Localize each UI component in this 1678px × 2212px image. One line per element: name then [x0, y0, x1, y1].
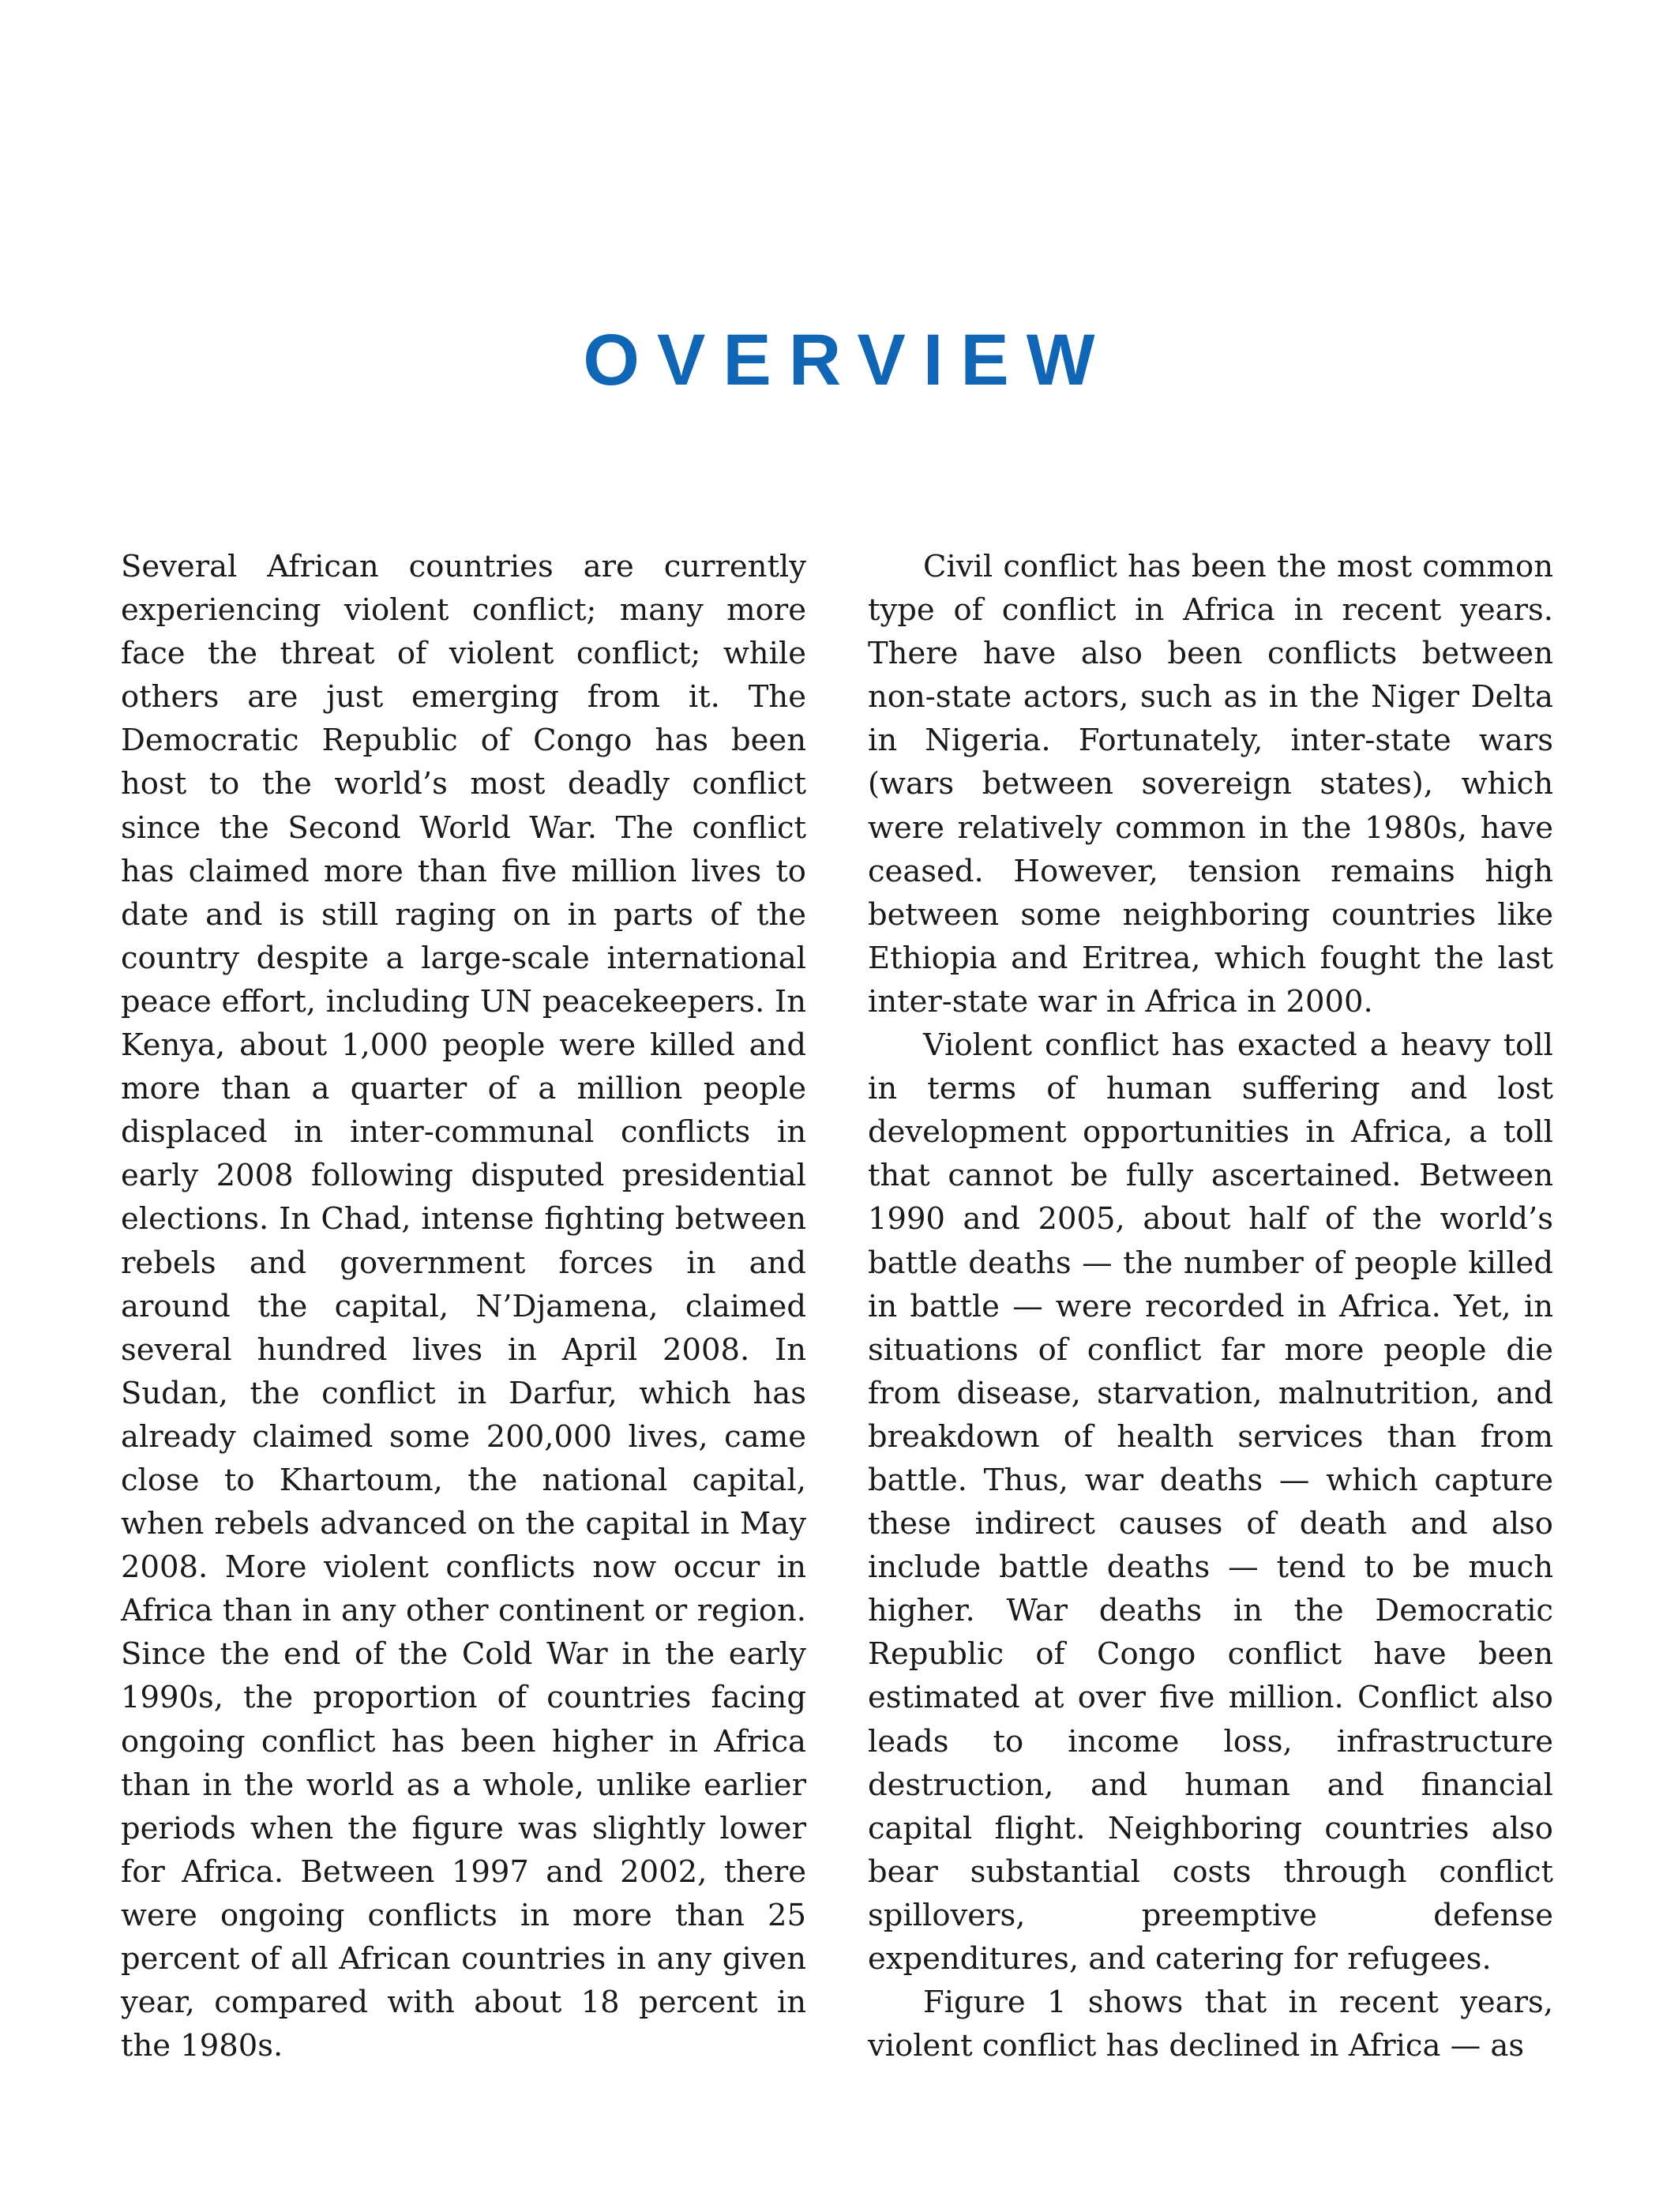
right-column: [868, 545, 1553, 2067]
page-title: OVERVIEW: [583, 320, 1113, 400]
paragraph: Violent conflict has exacted a heavy toll in terms of human suffering and lost development opportunities in Africa, a toll that cannot be fully ascertained. Between 1990 and 2005, about half of the world’s battle deaths — the number of people killed in battle — were recorded in Africa. Yet, in situations of conflict far more people die from disease, starvation, malnutrition, and breakdown of health services than from battle. Thus, war deaths — which capture these indirect causes of death and also include battle deaths — tend to be much higher. War deaths in the Democratic Republic of Congo conflict have been estimated at over five million. Conflict also leads to income loss, infrastructure destruction, and human and financial capital flight. Neighboring countries also bear substantial costs through conflict spillovers, preemptive defense expenditures, and catering for refugees.: [868, 1027, 1553, 1977]
paragraph: Several African countries are currently experiencing violent conflict; many more face the threat of violent conflict; while others are just emerging from it. The Democratic Republic of Congo has been host to the world’s most deadly conflict since the Second World War. The conflict has claimed more than five million lives to date and is still raging on in parts of the country despite a large-scale international peace effort, including UN peacekeepers. In Kenya, about 1,000 people were killed and more than a quarter of a million people displaced in inter-communal conflicts in early 2008 following disputed presidential elections. In Chad, intense fighting between rebels and government forces in and around the capital, N’Djamena, claimed several hundred lives in April 2008. In Sudan, the conflict in Darfur, which has already claimed some 200,000 lives, came close to Khartoum, the national capital, when rebels advanced on the capital in May 2008. More violent conflicts now occur in Africa than in any other continent or region. Since the end of the Cold War in the early 1990s, the proportion of countries facing ongoing conflict has been higher in Africa than in the world as a whole, unlike earlier periods when the figure was slightly lower for Africa. Between 1997 and 2002, there were ongoing conflicts in more than 25 percent of all African countries in any given year, compared with about 18 percent in the 1980s.: [121, 549, 806, 2064]
paragraph: Civil conflict has been the most common type of conflict in Africa in recent years. There have also been conflicts between non-state actors, such as in the Niger Delta in Nigeria. Fortunately, inter-state wars (wars between sovereign states), which were relatively common in the 1980s, have ceased. However, tension remains high between some neighboring countries like Ethiopia and Eritrea, which fought the last inter-state war in Africa in 2000.: [868, 549, 1553, 1020]
left-column: [121, 545, 806, 2067]
paragraph: Figure 1 shows that in recent years, violent conflict has declined in Africa — as: [868, 1985, 1553, 2064]
